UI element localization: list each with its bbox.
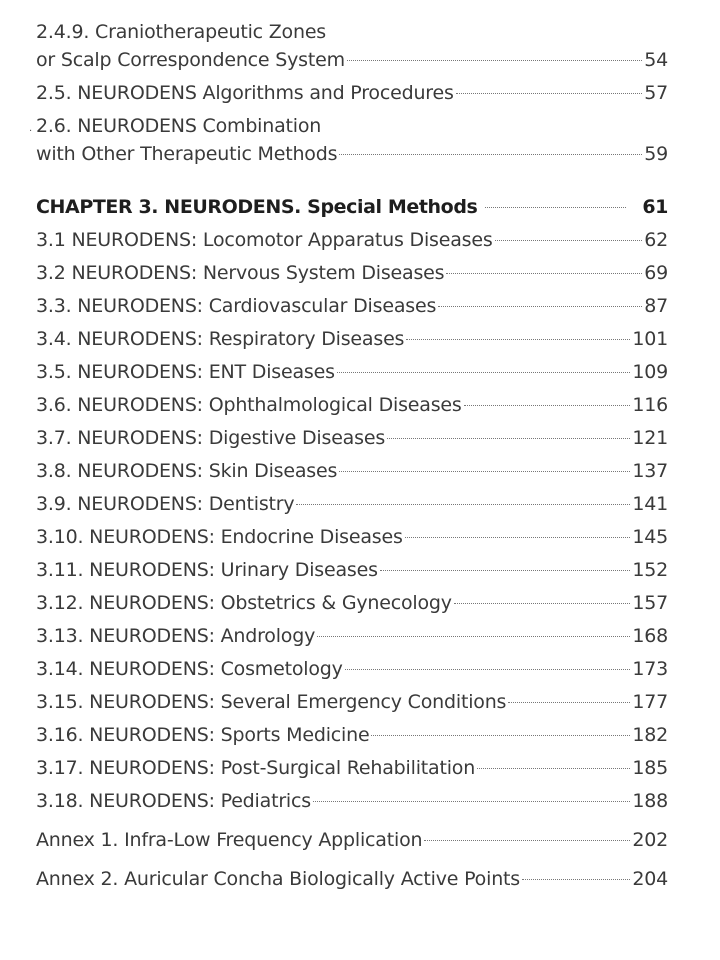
toc-page-number: 188 xyxy=(632,790,668,812)
toc-entry-title: 3.9. NEURODENS: Dentistry xyxy=(36,493,295,515)
toc-entry-2-4-9[interactable] xyxy=(36,18,668,74)
toc-entry[interactable] xyxy=(36,457,668,485)
toc-entry[interactable] xyxy=(36,622,668,650)
dot-leader xyxy=(406,339,630,340)
toc-page-number: 157 xyxy=(632,592,668,614)
toc-page-number: 152 xyxy=(632,559,668,581)
toc-entry-title: 3.2 NEURODENS: Nervous System Diseases xyxy=(36,262,445,284)
toc-page-number: 62 xyxy=(644,229,668,251)
toc-entry[interactable] xyxy=(36,424,668,452)
toc-entry[interactable] xyxy=(36,391,668,419)
toc-entry[interactable] xyxy=(36,754,668,782)
toc-entry[interactable] xyxy=(36,826,668,854)
dot-leader xyxy=(339,154,642,155)
chapter-title: CHAPTER 3. NEURODENS. Special Methods xyxy=(36,196,478,218)
toc-entry-title: 3.15. NEURODENS: Several Emergency Conditions xyxy=(36,691,507,713)
toc-entry-title: 3.18. NEURODENS: Pediatrics xyxy=(36,790,311,812)
dot-leader xyxy=(454,603,631,604)
toc-entry-2-6[interactable] xyxy=(29,112,668,168)
toc-entry[interactable] xyxy=(36,292,668,320)
toc-entry-title: 3.16. NEURODENS: Sports Medicine xyxy=(36,724,370,746)
dot-leader xyxy=(522,879,630,880)
toc-entry-title-line2: or Scalp Correspondence System xyxy=(36,49,345,71)
toc-entry-title-line1: 2.6. NEURODENS Combination xyxy=(36,115,322,137)
dot-leader xyxy=(347,60,642,61)
dot-leader xyxy=(464,405,631,406)
toc-page-number: 101 xyxy=(632,328,668,350)
toc-entry-title: 3.8. NEURODENS: Skin Diseases xyxy=(36,460,338,482)
chapter-page-number: 61 xyxy=(642,196,668,218)
toc-entry-title: 3.3. NEURODENS: Cardiovascular Diseases xyxy=(36,295,437,317)
toc-entry-title-line2: with Other Therapeutic Methods xyxy=(36,143,338,165)
toc-entry-title: 3.11. NEURODENS: Urinary Diseases xyxy=(36,559,378,581)
toc-entry[interactable] xyxy=(36,490,668,518)
toc-entry-title: 3.14. NEURODENS: Cosmetology xyxy=(36,658,343,680)
toc-entry[interactable] xyxy=(36,523,668,551)
dot-leader xyxy=(424,840,630,841)
dot-leader xyxy=(456,93,643,94)
toc-page-number: 109 xyxy=(632,361,668,383)
stray-mark: · xyxy=(29,126,32,137)
annex-entries xyxy=(36,826,668,893)
toc-entry-title: 3.12. NEURODENS: Obstetrics & Gynecology xyxy=(36,592,452,614)
toc-page-number: 182 xyxy=(632,724,668,746)
chapter-3-entries xyxy=(36,226,668,815)
toc-page-number: 202 xyxy=(632,829,668,851)
toc-entry-title: 3.1 NEURODENS: Locomotor Apparatus Diseases xyxy=(36,229,493,251)
toc-entry-title: 3.4. NEURODENS: Respiratory Diseases xyxy=(36,328,405,350)
toc-page-number: 54 xyxy=(644,49,668,71)
toc-entry-title: 2.5. NEURODENS Algorithms and Procedures xyxy=(36,82,454,104)
dot-leader xyxy=(508,702,630,703)
toc-entry-title: Annex 2. Auricular Concha Biologically Active Points xyxy=(36,868,520,890)
dot-leader xyxy=(405,537,631,538)
toc-page-number: 173 xyxy=(632,658,668,680)
toc-entry[interactable] xyxy=(36,655,668,683)
toc-entry[interactable] xyxy=(36,325,668,353)
toc-entry[interactable] xyxy=(36,556,668,584)
toc-entry-title: 3.10. NEURODENS: Endocrine Diseases xyxy=(36,526,403,548)
table-of-contents xyxy=(29,18,668,893)
toc-entry-title: 3.5. NEURODENS: ENT Diseases xyxy=(36,361,335,383)
toc-page-number: 121 xyxy=(632,427,668,449)
toc-entry-title-line1: 2.4.9. Craniotherapeutic Zones xyxy=(36,21,327,43)
toc-entry[interactable] xyxy=(36,865,668,893)
dot-leader xyxy=(345,669,631,670)
toc-entry[interactable] xyxy=(36,688,668,716)
dot-leader xyxy=(371,735,630,736)
toc-entry[interactable] xyxy=(36,721,668,749)
toc-page-number: 141 xyxy=(632,493,668,515)
dot-leader xyxy=(485,207,626,208)
toc-entry[interactable] xyxy=(36,787,668,815)
dot-leader xyxy=(380,570,631,571)
dot-leader xyxy=(446,273,642,274)
dot-leader xyxy=(495,240,643,241)
toc-entry[interactable] xyxy=(36,226,668,254)
dot-leader xyxy=(313,801,630,802)
toc-entry[interactable] xyxy=(36,589,668,617)
dot-leader xyxy=(477,768,630,769)
toc-page-number: 145 xyxy=(632,526,668,548)
toc-entry-title: 3.13. NEURODENS: Andrology xyxy=(36,625,316,647)
toc-page-number: 168 xyxy=(632,625,668,647)
toc-page-number: 177 xyxy=(632,691,668,713)
dot-leader xyxy=(438,306,642,307)
toc-entry-title: 3.7. NEURODENS: Digestive Diseases xyxy=(36,427,386,449)
toc-page-number: 116 xyxy=(632,394,668,416)
toc-page-number: 137 xyxy=(632,460,668,482)
toc-entry-title: 3.6. NEURODENS: Ophthalmological Diseases xyxy=(36,394,462,416)
dot-leader xyxy=(337,372,631,373)
toc-page-number: 87 xyxy=(644,295,668,317)
toc-page-number: 59 xyxy=(644,143,668,165)
toc-entry-title: 3.17. NEURODENS: Post-Surgical Rehabilitation xyxy=(36,757,476,779)
dot-leader xyxy=(296,504,630,505)
toc-page-number: 185 xyxy=(632,757,668,779)
toc-page-number: 57 xyxy=(644,82,668,104)
toc-page-number: 204 xyxy=(632,868,668,890)
toc-chapter-3[interactable] xyxy=(36,193,668,221)
toc-entry-2-5[interactable] xyxy=(36,79,668,107)
toc-entry-title: Annex 1. Infra-Low Frequency Application xyxy=(36,829,423,851)
dot-leader xyxy=(387,438,630,439)
toc-page-number: 69 xyxy=(644,262,668,284)
dot-leader xyxy=(339,471,630,472)
toc-entry[interactable] xyxy=(36,259,668,287)
toc-entry[interactable] xyxy=(36,358,668,386)
dot-leader xyxy=(317,636,630,637)
